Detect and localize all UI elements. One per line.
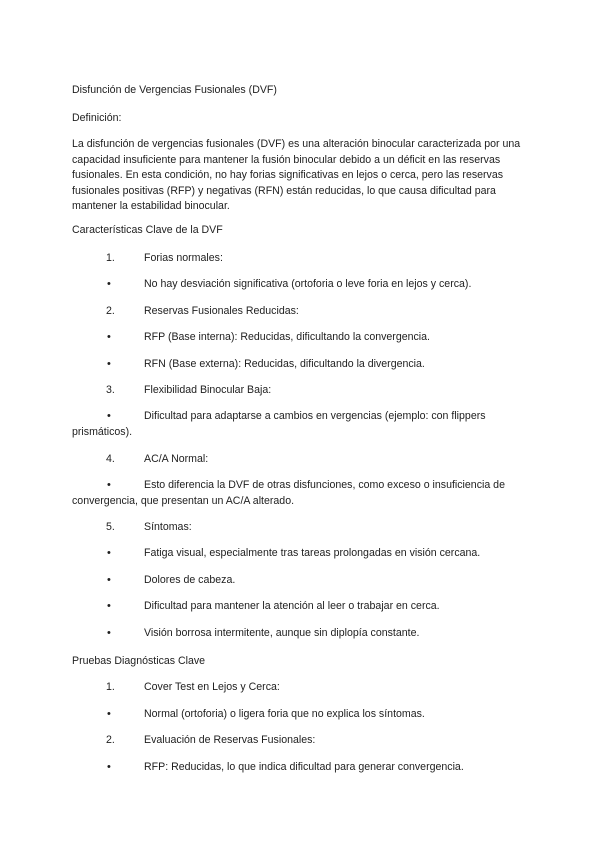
list-item-sintomas: Síntomas: bbox=[144, 521, 192, 533]
list-item-cover-test: Cover Test en Lejos y Cerca: bbox=[144, 681, 280, 693]
section-heading-characteristics: Características Clave de la DVF bbox=[72, 224, 223, 236]
bullet-marker: • bbox=[107, 708, 111, 720]
definition-label: Definición: bbox=[72, 112, 122, 124]
list-number: 5. bbox=[106, 521, 115, 533]
bullet-marker: • bbox=[107, 600, 111, 612]
list-number: 3. bbox=[106, 384, 115, 396]
bullet-marker: • bbox=[107, 331, 111, 343]
list-item-reservas-fusionales: Reservas Fusionales Reducidas: bbox=[144, 305, 299, 317]
list-subitem: RFP: Reducidas, lo que indica dificultad para generar convergencia. bbox=[144, 761, 464, 773]
bullet-marker: • bbox=[107, 479, 111, 491]
bullet-marker: • bbox=[107, 761, 111, 773]
list-number: 1. bbox=[106, 252, 115, 264]
list-subitem: Visión borrosa intermitente, aunque sin diplopía constante. bbox=[144, 627, 420, 639]
list-item-aca-normal: AC/A Normal: bbox=[144, 453, 209, 465]
list-item-evaluacion-reservas: Evaluación de Reservas Fusionales: bbox=[144, 734, 316, 746]
list-item-flexibilidad: Flexibilidad Binocular Baja: bbox=[144, 384, 272, 396]
list-item-forias-normales: Forias normales: bbox=[144, 252, 223, 264]
list-number: 4. bbox=[106, 453, 115, 465]
bullet-marker: • bbox=[107, 358, 111, 370]
list-number: 1. bbox=[106, 681, 115, 693]
list-subitem: RFP (Base interna): Reducidas, dificultando la convergencia. bbox=[144, 331, 430, 343]
list-number: 2. bbox=[106, 305, 115, 317]
list-number: 2. bbox=[106, 734, 115, 746]
list-subitem: No hay desviación significativa (ortoforia o leve foria en lejos y cerca). bbox=[144, 278, 472, 290]
list-subitem: RFN (Base externa): Reducidas, dificultando la divergencia. bbox=[144, 358, 425, 370]
definition-paragraph: La disfunción de vergencias fusionales (DVF) es una alteración binocular caracterizada por una capacidad insuficiente para mantener la fusión binocular debido a un déficit en las reservas fusionales. En esta condición, no hay forias significativas en lejos o cerca, pero las reservas fusionales positivas (RFP) y negativas (RFN) están reducidas, lo que causa dificultad para mantener la estabilidad binocular. bbox=[72, 138, 521, 212]
list-subitem-wrapped: Esto diferencia la DVF de otras disfunciones, como exceso o insuficiencia de convergencia, que presentan un AC/A alterado. bbox=[72, 479, 505, 507]
bullet-marker: • bbox=[107, 278, 111, 290]
bullet-marker: • bbox=[107, 574, 111, 586]
bullet-marker: • bbox=[107, 547, 111, 559]
bullet-marker: • bbox=[107, 410, 111, 422]
list-subitem: Dolores de cabeza. bbox=[144, 574, 236, 586]
bullet-marker: • bbox=[107, 627, 111, 639]
list-subitem: Fatiga visual, especialmente tras tareas prolongadas en visión cercana. bbox=[144, 547, 481, 559]
list-subitem-wrapped: Dificultad para adaptarse a cambios en vergencias (ejemplo: con flippers prismáticos). bbox=[72, 410, 486, 438]
list-subitem: Normal (ortoforia) o ligera foria que no explica los síntomas. bbox=[144, 708, 425, 720]
document-title: Disfunción de Vergencias Fusionales (DVF) bbox=[72, 84, 277, 96]
list-subitem: Dificultad para mantener la atención al leer o trabajar en cerca. bbox=[144, 600, 440, 612]
section-heading-diagnostic-tests: Pruebas Diagnósticas Clave bbox=[72, 655, 206, 667]
